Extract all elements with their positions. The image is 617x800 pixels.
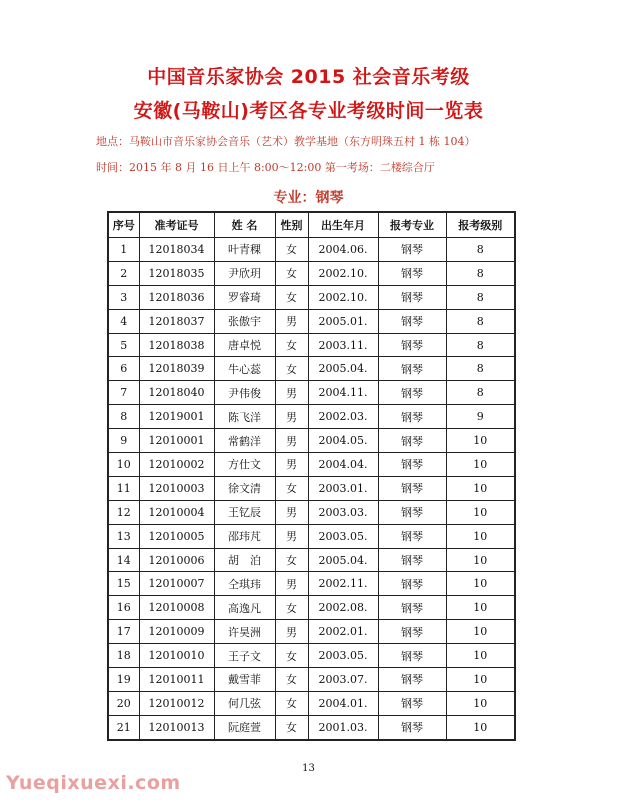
table-row — [108, 285, 515, 309]
table-cell: 男 — [275, 405, 308, 429]
table-cell: 2003.11. — [308, 333, 378, 357]
table-cell: 钢琴 — [378, 309, 446, 333]
time-line: 时间：2015 年 8 月 16 日上午 8:00～12:00 第一考场：二楼综合厅 — [96, 161, 435, 174]
table-cell: 11 — [108, 476, 139, 500]
table-cell: 12010009 — [139, 620, 214, 644]
column-header: 报考级别 — [446, 212, 515, 238]
table-cell: 9 — [108, 429, 139, 453]
table-cell: 王子文 — [214, 644, 275, 668]
table-cell: 14 — [108, 548, 139, 572]
table-row — [108, 238, 515, 262]
column-header: 出生年月 — [308, 212, 378, 238]
table-cell: 10 — [446, 524, 515, 548]
table-row — [108, 405, 515, 429]
table-cell: 仝琪玮 — [214, 572, 275, 596]
table-cell: 12018038 — [139, 333, 214, 357]
table-cell: 12010007 — [139, 572, 214, 596]
table-cell: 钢琴 — [378, 715, 446, 739]
table-cell: 2002.01. — [308, 620, 378, 644]
table-row — [108, 261, 515, 285]
table-cell: 女 — [275, 261, 308, 285]
table-cell: 男 — [275, 524, 308, 548]
table-row — [108, 644, 515, 668]
table-row — [108, 309, 515, 333]
table-header-row — [108, 212, 515, 238]
table-cell: 10 — [108, 453, 139, 477]
table-cell: 2004.01. — [308, 691, 378, 715]
table-cell: 牛心蕊 — [214, 357, 275, 381]
table-cell: 钢琴 — [378, 644, 446, 668]
table-cell: 7 — [108, 381, 139, 405]
table-cell: 10 — [446, 453, 515, 477]
table-row — [108, 620, 515, 644]
table-cell: 2002.10. — [308, 285, 378, 309]
table-cell: 12010013 — [139, 715, 214, 739]
table-cell: 8 — [446, 357, 515, 381]
table-cell: 20 — [108, 691, 139, 715]
table-cell: 12010008 — [139, 596, 214, 620]
table-cell: 15 — [108, 572, 139, 596]
table-cell: 2001.03. — [308, 715, 378, 739]
table-cell: 10 — [446, 691, 515, 715]
table-cell: 女 — [275, 238, 308, 262]
table-row — [108, 453, 515, 477]
table-cell: 2002.03. — [308, 405, 378, 429]
table-cell: 10 — [446, 500, 515, 524]
table-cell: 12018034 — [139, 238, 214, 262]
table-cell: 16 — [108, 596, 139, 620]
table-cell: 何几弦 — [214, 691, 275, 715]
table-cell: 8 — [446, 285, 515, 309]
table-cell: 12010012 — [139, 691, 214, 715]
table-cell: 12010003 — [139, 476, 214, 500]
table-cell: 钢琴 — [378, 572, 446, 596]
table-body — [108, 238, 515, 740]
table-cell: 12018037 — [139, 309, 214, 333]
table-cell: 许昊洲 — [214, 620, 275, 644]
table-cell: 男 — [275, 500, 308, 524]
table-cell: 18 — [108, 644, 139, 668]
table-cell: 2003.07. — [308, 668, 378, 692]
table-cell: 2 — [108, 261, 139, 285]
table-cell: 男 — [275, 572, 308, 596]
table-cell: 2005.04. — [308, 357, 378, 381]
column-header: 姓 名 — [214, 212, 275, 238]
table-row — [108, 548, 515, 572]
table-cell: 10 — [446, 644, 515, 668]
table-cell: 12010002 — [139, 453, 214, 477]
table-cell: 邵玮芃 — [214, 524, 275, 548]
table-cell: 5 — [108, 333, 139, 357]
table-cell: 2004.05. — [308, 429, 378, 453]
table-row — [108, 596, 515, 620]
table-cell: 女 — [275, 715, 308, 739]
table-cell: 男 — [275, 309, 308, 333]
table-row — [108, 500, 515, 524]
table-cell: 钢琴 — [378, 596, 446, 620]
table-cell: 钢琴 — [378, 453, 446, 477]
table-cell: 12019001 — [139, 405, 214, 429]
table-cell: 钢琴 — [378, 261, 446, 285]
table-cell: 8 — [446, 238, 515, 262]
table-cell: 常鹤洋 — [214, 429, 275, 453]
table-cell: 2005.04. — [308, 548, 378, 572]
table-cell: 女 — [275, 333, 308, 357]
column-header: 准考证号 — [139, 212, 214, 238]
table-cell: 10 — [446, 596, 515, 620]
table-cell: 胡 泊 — [214, 548, 275, 572]
table-cell: 2003.01. — [308, 476, 378, 500]
table-cell: 10 — [446, 548, 515, 572]
table-cell: 钢琴 — [378, 238, 446, 262]
table-cell: 高逸凡 — [214, 596, 275, 620]
table-cell: 钢琴 — [378, 357, 446, 381]
table-row — [108, 381, 515, 405]
table-cell: 3 — [108, 285, 139, 309]
table-cell: 女 — [275, 285, 308, 309]
table-cell: 8 — [446, 309, 515, 333]
table-cell: 方仕文 — [214, 453, 275, 477]
table-cell: 钢琴 — [378, 476, 446, 500]
table-cell: 钢琴 — [378, 620, 446, 644]
table-cell: 叶青稞 — [214, 238, 275, 262]
table-cell: 19 — [108, 668, 139, 692]
subject-heading: 专业：钢琴 — [273, 190, 344, 206]
table-cell: 钢琴 — [378, 285, 446, 309]
table-cell: 12010006 — [139, 548, 214, 572]
table-cell: 罗睿琦 — [214, 285, 275, 309]
exam-schedule-table — [107, 211, 516, 741]
column-header: 报考专业 — [378, 212, 446, 238]
table-cell: 钢琴 — [378, 668, 446, 692]
table-cell: 10 — [446, 572, 515, 596]
table-cell: 2002.08. — [308, 596, 378, 620]
table-cell: 12010010 — [139, 644, 214, 668]
table-cell: 男 — [275, 620, 308, 644]
table-row — [108, 333, 515, 357]
table-row — [108, 691, 515, 715]
table-row — [108, 476, 515, 500]
location-line: 地点：马鞍山市音乐家协会音乐（艺术）教学基地（东方明珠五村 1 栋 104） — [96, 135, 476, 148]
table-row — [108, 572, 515, 596]
table-cell: 男 — [275, 381, 308, 405]
table-cell: 8 — [446, 261, 515, 285]
table-cell: 男 — [275, 453, 308, 477]
table-cell: 徐文清 — [214, 476, 275, 500]
table-cell: 9 — [446, 405, 515, 429]
table-cell: 2002.11. — [308, 572, 378, 596]
table-cell: 钢琴 — [378, 333, 446, 357]
table-cell: 2004.04. — [308, 453, 378, 477]
table-cell: 10 — [446, 476, 515, 500]
page-number: 13 — [302, 763, 315, 774]
table-cell: 2004.06. — [308, 238, 378, 262]
table-cell: 钢琴 — [378, 524, 446, 548]
table-cell: 2005.01. — [308, 309, 378, 333]
table-cell: 女 — [275, 357, 308, 381]
table-cell: 钢琴 — [378, 429, 446, 453]
table-cell: 2002.10. — [308, 261, 378, 285]
table-cell: 女 — [275, 548, 308, 572]
table-cell: 21 — [108, 715, 139, 739]
table-cell: 钢琴 — [378, 405, 446, 429]
site-watermark: Yueqixuexi.com — [6, 772, 181, 794]
table-cell: 2004.11. — [308, 381, 378, 405]
table-cell: 12 — [108, 500, 139, 524]
table-cell: 女 — [275, 644, 308, 668]
table-cell: 1 — [108, 238, 139, 262]
table-cell: 阮庭萱 — [214, 715, 275, 739]
table-cell: 陈飞洋 — [214, 405, 275, 429]
table-cell: 12010005 — [139, 524, 214, 548]
table-cell: 12018035 — [139, 261, 214, 285]
table-cell: 女 — [275, 691, 308, 715]
table-cell: 8 — [446, 333, 515, 357]
table-cell: 8 — [446, 381, 515, 405]
table-cell: 12018036 — [139, 285, 214, 309]
table-cell: 10 — [446, 668, 515, 692]
table-cell: 8 — [108, 405, 139, 429]
table-cell: 2003.05. — [308, 524, 378, 548]
table-cell: 4 — [108, 309, 139, 333]
document-title-line1: 中国音乐家协会 2015 社会音乐考级 — [147, 66, 470, 88]
table-cell: 10 — [446, 620, 515, 644]
table-cell: 10 — [446, 429, 515, 453]
table-cell: 女 — [275, 596, 308, 620]
column-header: 序号 — [108, 212, 139, 238]
column-header: 性别 — [275, 212, 308, 238]
table-cell: 女 — [275, 668, 308, 692]
table-cell: 17 — [108, 620, 139, 644]
table-row — [108, 357, 515, 381]
table-row — [108, 524, 515, 548]
table-cell: 13 — [108, 524, 139, 548]
table-row — [108, 429, 515, 453]
table-cell: 12010004 — [139, 500, 214, 524]
table-cell: 戴雪菲 — [214, 668, 275, 692]
table-row — [108, 715, 515, 739]
table-cell: 钢琴 — [378, 381, 446, 405]
table-cell: 10 — [446, 715, 515, 739]
table-cell: 钢琴 — [378, 500, 446, 524]
table-row — [108, 668, 515, 692]
table-cell: 2003.05. — [308, 644, 378, 668]
table-cell: 张傲宇 — [214, 309, 275, 333]
table-cell: 女 — [275, 476, 308, 500]
document-title-line2: 安徽(马鞍山)考区各专业考级时间一览表 — [133, 100, 484, 122]
table-cell: 12010011 — [139, 668, 214, 692]
table-cell: 12018039 — [139, 357, 214, 381]
table-cell: 尹伟俊 — [214, 381, 275, 405]
table-cell: 王钇辰 — [214, 500, 275, 524]
table-cell: 12018040 — [139, 381, 214, 405]
table-cell: 2003.03. — [308, 500, 378, 524]
table-cell: 钢琴 — [378, 548, 446, 572]
table-cell: 唐卓悦 — [214, 333, 275, 357]
table-cell: 男 — [275, 429, 308, 453]
table-cell: 钢琴 — [378, 691, 446, 715]
table-cell: 尹欣玥 — [214, 261, 275, 285]
table-cell: 12010001 — [139, 429, 214, 453]
table-cell: 6 — [108, 357, 139, 381]
